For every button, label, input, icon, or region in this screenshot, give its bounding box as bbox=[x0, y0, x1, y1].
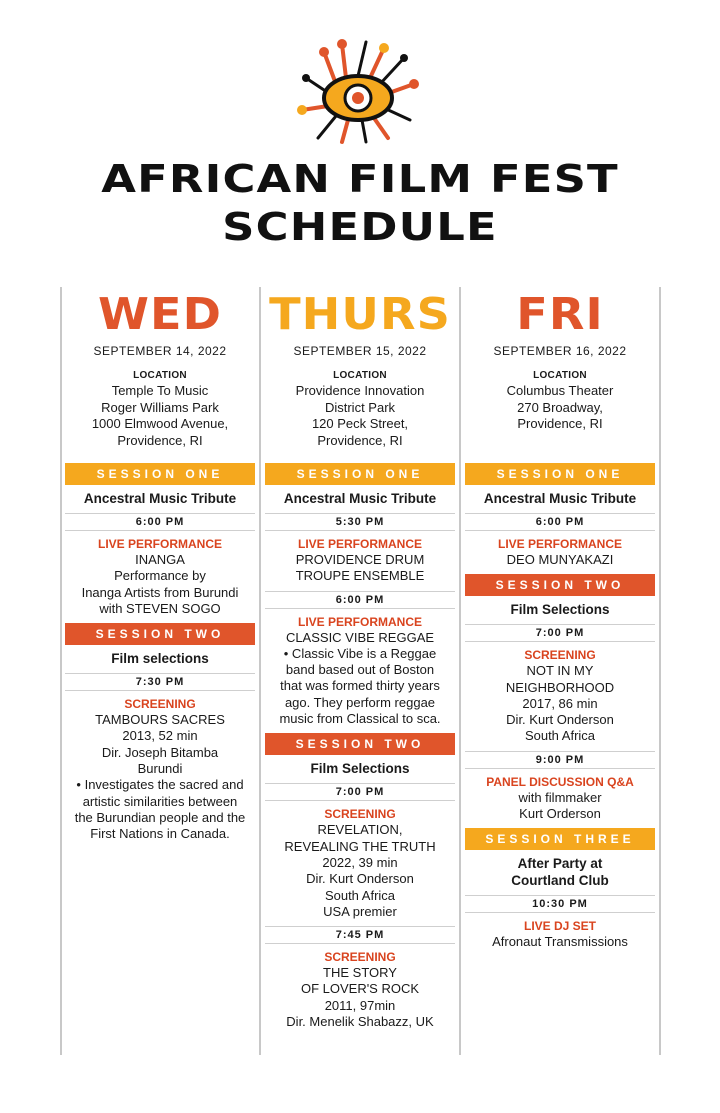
location-line: Roger Williams Park bbox=[101, 399, 219, 415]
session-title bbox=[465, 850, 655, 895]
session-header: SESSION TWO bbox=[65, 623, 255, 645]
event-line: ago. They perform reggae bbox=[284, 694, 436, 710]
event-line: TAMBOURS SACRES bbox=[95, 712, 225, 728]
event-line: Dir. Kurt Onderson bbox=[506, 712, 614, 728]
event-block bbox=[265, 801, 455, 926]
session-header: SESSION ONE bbox=[65, 463, 255, 485]
event-line: Dir. Menelik Shabazz, UK bbox=[286, 1014, 434, 1030]
event-line: THE STORY bbox=[323, 965, 397, 981]
event-line: DEO MUNYAKAZI bbox=[506, 552, 614, 567]
event-line: with STEVEN SOGO bbox=[99, 600, 221, 616]
event-line: the Burundian people and the bbox=[74, 809, 246, 825]
location-line: Providence, RI bbox=[317, 432, 403, 448]
event-time: 5:30 PM bbox=[265, 513, 455, 531]
location-line: Columbus Theater bbox=[506, 383, 614, 398]
event-line: artistic similarities between bbox=[82, 793, 238, 809]
location-line: District Park bbox=[324, 399, 396, 415]
event-line: that was formed thirty years bbox=[280, 678, 440, 694]
event-line: First Nations in Canada. bbox=[90, 826, 230, 842]
event-line: • Classic Vibe is a Reggae bbox=[283, 645, 437, 661]
day-heading: FRI bbox=[516, 289, 604, 340]
event-line: with filmmaker bbox=[518, 789, 602, 805]
event-line: 2017, 86 min bbox=[522, 695, 598, 711]
event-block bbox=[265, 944, 455, 1036]
event-time: 10:30 PM bbox=[465, 895, 655, 913]
sun-eye-logo-icon bbox=[296, 34, 428, 146]
location-block bbox=[465, 369, 655, 455]
event-line: Afronaut Transmissions bbox=[492, 934, 628, 950]
event-line: NOT IN MY bbox=[526, 663, 594, 679]
event-line: CLASSIC VIBE REGGAE bbox=[285, 629, 435, 645]
session-title: Ancestral Music Tribute bbox=[283, 491, 437, 506]
session-title: Film Selections bbox=[510, 602, 610, 618]
event-line: Burundi bbox=[137, 761, 183, 777]
session-header: SESSION ONE bbox=[265, 463, 455, 485]
event-line: USA premier bbox=[323, 903, 397, 919]
event-line: Performance by bbox=[114, 568, 206, 584]
event-time: 6:00 PM bbox=[65, 513, 255, 531]
event-block bbox=[65, 691, 255, 848]
session-title: Film Selections bbox=[310, 761, 410, 777]
day-heading: WED bbox=[97, 289, 223, 340]
event-line: 2013, 52 min bbox=[122, 728, 198, 744]
event-line: NEIGHBORHOOD bbox=[505, 679, 615, 695]
event-line: 2022, 39 min bbox=[322, 854, 398, 870]
location-line: Providence Innovation bbox=[295, 383, 425, 398]
event-line: South Africa bbox=[324, 887, 396, 903]
event-time: 9:00 PM bbox=[465, 751, 655, 769]
event-time: 6:00 PM bbox=[265, 591, 455, 609]
session-title-line: Courtland Club bbox=[511, 873, 609, 889]
event-time: 7:45 PM bbox=[265, 926, 455, 944]
location-line: 120 Peck Street, bbox=[311, 416, 409, 431]
event-type: SCREENING bbox=[324, 807, 396, 822]
session-header: SESSION ONE bbox=[465, 463, 655, 485]
session-title-line: After Party at bbox=[517, 856, 603, 872]
session-title: Film selections bbox=[111, 651, 209, 667]
event-line: OF LOVER'S ROCK bbox=[300, 981, 420, 997]
event-line: PROVIDENCE DRUM bbox=[295, 552, 425, 567]
event-time: 7:00 PM bbox=[465, 624, 655, 642]
day-column-fri bbox=[465, 289, 655, 957]
event-block bbox=[465, 913, 655, 956]
event-block bbox=[465, 642, 655, 750]
event-line: band based out of Boston bbox=[285, 662, 435, 678]
festival-logo bbox=[296, 34, 428, 146]
session-header: SESSION TWO bbox=[265, 733, 455, 755]
event-time: 6:00 PM bbox=[465, 513, 655, 531]
event-line: REVEALING THE TRUTH bbox=[284, 838, 436, 854]
location-label: LOCATION bbox=[533, 370, 587, 381]
event-block bbox=[465, 531, 655, 574]
session-header: SESSION TWO bbox=[465, 574, 655, 596]
day-heading: THURS bbox=[269, 289, 451, 340]
event-type: SCREENING bbox=[124, 697, 196, 712]
location-label: LOCATION bbox=[133, 370, 187, 381]
event-type: LIVE PERFORMANCE bbox=[97, 537, 222, 551]
event-block bbox=[65, 531, 255, 623]
page-title: AFRICAN FILM FEST bbox=[101, 157, 619, 201]
event-line: music from Classical to sca. bbox=[279, 711, 441, 727]
session-header: SESSION THREE bbox=[465, 828, 655, 850]
location-block bbox=[65, 369, 255, 455]
event-line: REVELATION, bbox=[317, 822, 403, 838]
event-type: LIVE DJ SET bbox=[523, 919, 597, 934]
session-title: Ancestral Music Tribute bbox=[83, 491, 237, 506]
location-line: Temple To Music bbox=[111, 383, 209, 398]
day-column-thu bbox=[265, 289, 455, 1036]
location-label: LOCATION bbox=[333, 370, 387, 381]
event-type: PANEL DISCUSSION Q&A bbox=[486, 774, 634, 789]
event-line: Dir. Joseph Bitamba bbox=[101, 744, 219, 760]
event-block bbox=[265, 531, 455, 591]
column-divider bbox=[659, 287, 661, 1055]
event-line: 2011, 97min bbox=[324, 997, 396, 1013]
day-date: SEPTEMBER 15, 2022 bbox=[293, 344, 427, 358]
location-line: 270 Broadway, bbox=[517, 399, 603, 415]
location-line: Providence, RI bbox=[517, 416, 603, 431]
session-title: Ancestral Music Tribute bbox=[483, 491, 637, 506]
event-block bbox=[265, 609, 455, 734]
event-time: 7:00 PM bbox=[265, 783, 455, 801]
event-type: LIVE PERFORMANCE bbox=[297, 537, 422, 551]
event-type: LIVE PERFORMANCE bbox=[297, 614, 422, 629]
event-time: 7:30 PM bbox=[65, 673, 255, 691]
event-type: SCREENING bbox=[324, 950, 396, 965]
event-line: • Investigates the sacred and bbox=[76, 777, 244, 793]
location-block bbox=[265, 369, 455, 455]
day-column-wed bbox=[65, 289, 255, 849]
event-block bbox=[465, 769, 655, 829]
event-line: INANGA bbox=[135, 552, 185, 567]
location-line: 1000 Elmwood Avenue, bbox=[91, 416, 229, 431]
event-line: TROUPE ENSEMBLE bbox=[295, 568, 425, 584]
event-type: SCREENING bbox=[524, 648, 596, 663]
location-line: Providence, RI bbox=[117, 432, 203, 448]
event-line: Inanga Artists from Burundi bbox=[81, 584, 239, 600]
column-divider bbox=[459, 287, 461, 1055]
day-date: SEPTEMBER 16, 2022 bbox=[493, 344, 627, 358]
day-date: SEPTEMBER 14, 2022 bbox=[93, 344, 227, 358]
column-divider bbox=[259, 287, 261, 1055]
event-line: Kurt Orderson bbox=[519, 806, 601, 822]
event-line: Dir. Kurt Onderson bbox=[306, 871, 414, 887]
column-divider bbox=[60, 287, 62, 1055]
event-line: South Africa bbox=[524, 728, 596, 744]
page-subtitle: SCHEDULE bbox=[222, 205, 498, 249]
event-type: LIVE PERFORMANCE bbox=[497, 537, 622, 551]
